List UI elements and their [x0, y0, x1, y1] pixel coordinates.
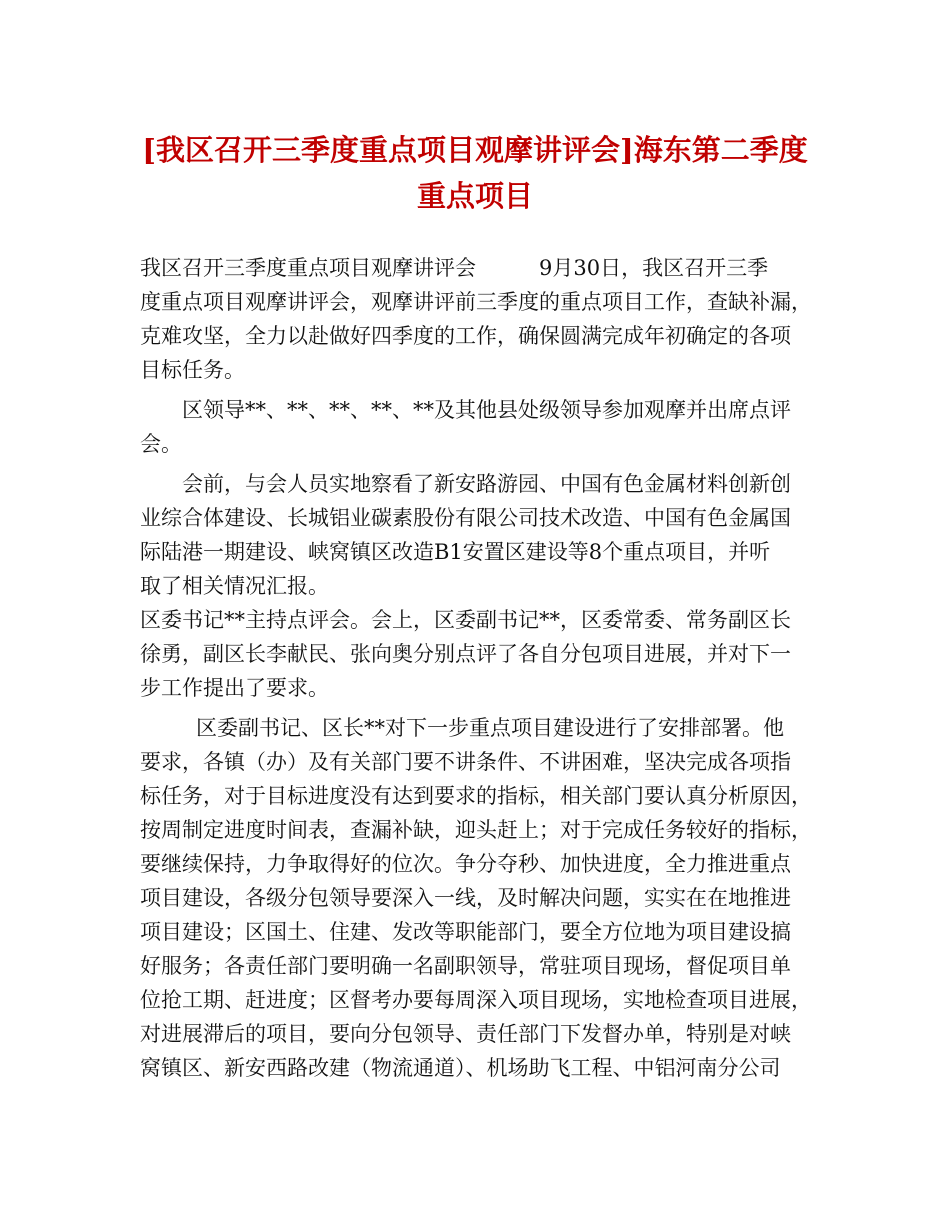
paragraph-line: 窝镇区、新安西路改建（物流通道）、机场助飞工程、中铝河南分公司: [140, 1056, 781, 1080]
paragraph-line: 区委副书记、区长**对下一步重点项目建设进行了安排部署。他: [196, 716, 784, 740]
paragraph-line: 徐勇，副区长李献民、张向奥分别点评了各自分包项目进展，并对下一: [140, 642, 791, 666]
paragraph-line: 位抢工期、赶进度；区督考办要每周深入项目现场，实地检查项目进展，: [140, 988, 812, 1012]
paragraph-line: 区委书记**主持点评会。会上，区委副书记**，区委常委、常务副区长: [140, 608, 791, 632]
paragraph-line: 际陆港一期建设、峡窝镇区改造B1安置区建设等8个重点项目，并听: [140, 540, 771, 564]
paragraph-line: 取了相关情况汇报。: [140, 574, 329, 598]
paragraph-line: 目标任务。: [140, 358, 245, 382]
paragraph-line: 区领导**、**、**、**、**及其他县处级领导参加观摩并出席点评: [182, 398, 791, 422]
paragraph-line: 项目建设；区国土、住建、发改等职能部门，要全方位地为项目建设搞: [140, 920, 791, 944]
paragraph-line: 业综合体建设、长城铝业碳素股份有限公司技术改造、中国有色金属国: [140, 506, 791, 530]
paragraph-line: 我区召开三季度重点项目观摩讲评会 9月30日，我区召开三季: [140, 256, 769, 280]
paragraph-line: 步工作提出了要求。: [140, 676, 329, 700]
paragraph-line: 好服务；各责任部门要明确一名副职领导，常驻项目现场，督促项目单: [140, 954, 791, 978]
paragraph-line: 度重点项目观摩讲评会，观摩讲评前三季度的重点项目工作，查缺补漏，: [140, 290, 812, 314]
paragraph-line: 按周制定进度时间表，查漏补缺，迎头赶上；对于完成任务较好的指标，: [140, 818, 812, 842]
document-title-line-2: 重点项目: [416, 179, 533, 213]
paragraph-line: 克难攻坚，全力以赴做好四季度的工作，确保圆满完成年初确定的各项: [140, 324, 791, 348]
paragraph-line: 项目建设，各级分包领导要深入一线，及时解决问题，实实在在地推进: [140, 886, 791, 910]
paragraph-line: 对进展滞后的项目，要向分包领导、责任部门下发督办单，特别是对峡: [140, 1022, 791, 1046]
paragraph-line: 要继续保持，力争取得好的位次。争分夺秒、加快进度，全力推进重点: [140, 852, 791, 876]
paragraph-line: 会。: [140, 432, 182, 456]
paragraph-line: 会前，与会人员实地察看了新安路游园、中国有色金属材料创新创: [182, 472, 791, 496]
paragraph-line: 标任务，对于目标进度没有达到要求的指标，相关部门要认真分析原因，: [140, 784, 812, 808]
document-body: [140, 251, 812, 1085]
paragraph-line: 要求，各镇（办）及有关部门要不讲条件、不讲困难，坚决完成各项指: [140, 750, 791, 774]
document-title-line-1: [我区召开三季度重点项目观摩讲评会]海东第二季度: [142, 133, 808, 167]
